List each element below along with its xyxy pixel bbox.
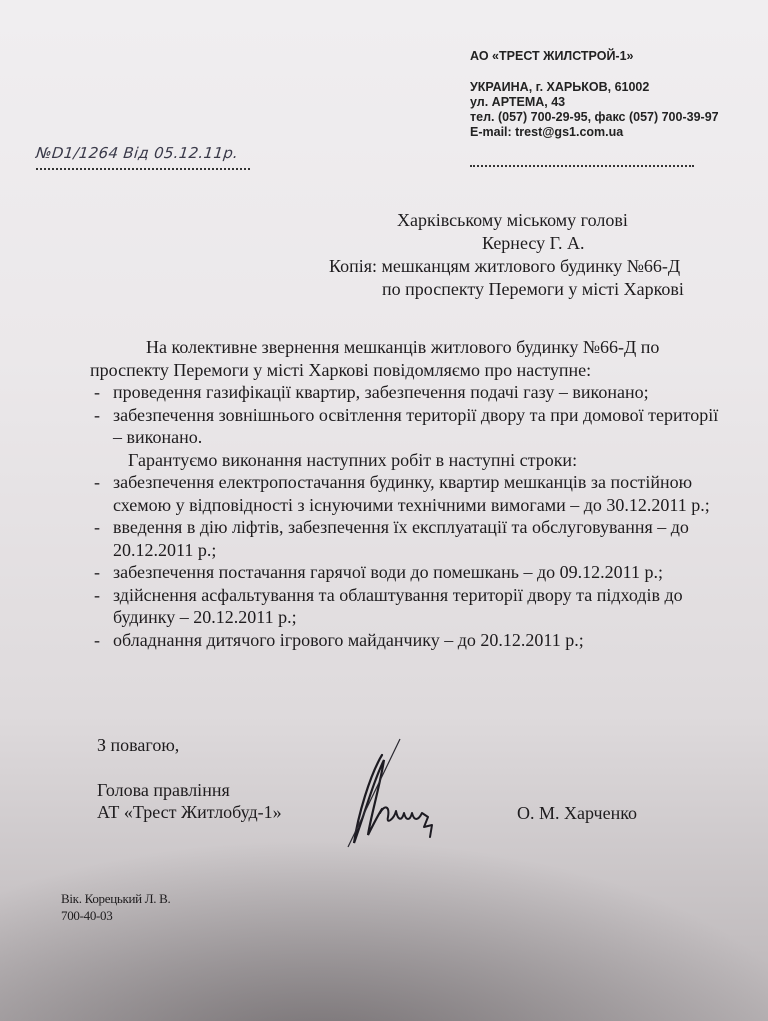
registration-number: №D1/1264 Від 05.12.11р.	[35, 144, 240, 162]
dotted-line-left	[36, 166, 250, 170]
signer-position: Голова правління	[97, 780, 230, 800]
planned-item	[90, 471, 730, 516]
planned-item	[90, 584, 730, 629]
intro-paragraph: На колективне звернення мешканців житлового будинку №66-Д по проспекту Перемоги у місті Харкові повідомляємо про наступне:	[90, 337, 660, 380]
bullet-dash: -	[94, 472, 100, 492]
addressee-line-4: по проспекту Перемоги у місті Харкові	[382, 279, 684, 299]
addressee-line-2: Кернесу Г. А.	[482, 233, 585, 253]
bullet-dash: -	[94, 517, 100, 537]
letter-body	[90, 336, 730, 651]
planned-item	[90, 629, 730, 652]
planned-item-text: здійснення асфальтування та облаштування території двору та підходів до будинку – 20.12.2011 р.;	[113, 584, 683, 627]
done-item-text: забезпечення зовнішнього освітлення території двору та при домової території – виконано.	[113, 404, 719, 447]
planned-item	[90, 516, 730, 561]
signer-name: О. М. Харченко	[517, 803, 638, 823]
done-item-text: проведення газифікації квартир, забезпечення подачі газу – виконано;	[113, 382, 649, 402]
signer-company: АТ «Трест Житлобуд-1»	[97, 802, 282, 822]
letterhead-street: ул. АРТЕМА, 43	[470, 95, 566, 109]
planned-item-text: забезпечення електропостачання будинку, квартир мешканців за постійною схемою у відповідності з існуючими технічними вимогами – до 30.12.2011 р.;	[113, 472, 710, 515]
bullet-dash: -	[94, 404, 100, 425]
bullet-dash: -	[94, 584, 100, 605]
letterhead	[470, 49, 765, 140]
addressee-copy-line: Копія: мешканцям житлового будинку №66-Д	[329, 256, 681, 276]
done-item	[90, 404, 730, 449]
letterhead-organization: АО «ТРЕСТ ЖИЛСТРОЙ-1»	[470, 49, 634, 63]
planned-item	[90, 561, 730, 584]
letterhead-address: УКРАИНА, г. ХАРЬКОВ, 61002	[470, 80, 650, 94]
executor-phone: 700-40-03	[61, 908, 113, 923]
planned-item-text: введення в дію ліфтів, забезпечення їх експлуатації та обслуговування – до 20.12.2011 р.;	[113, 517, 689, 560]
addressee-line-1: Харківському міському голові	[397, 210, 628, 230]
planned-item-text: забезпечення постачання гарячої води до помешкань – до 09.12.2011 р.;	[113, 562, 663, 582]
handwritten-signature	[340, 735, 470, 855]
planned-item-text: обладнання дитячого ігрового майданчику – до 20.12.2011 р.;	[113, 629, 584, 650]
letterhead-phones: тел. (057) 700-29-95, факс (057) 700-39-97	[470, 110, 719, 124]
bullet-dash: -	[94, 382, 100, 402]
bullet-dash: -	[94, 629, 100, 650]
executor-name: Вік. Корецький Л. В.	[61, 891, 171, 906]
letterhead-email: E-mail: trest@gs1.com.ua	[470, 125, 624, 139]
executor-info	[61, 890, 171, 924]
bullet-dash: -	[94, 562, 100, 582]
closing-regards: З повагою,	[97, 735, 180, 755]
guarantee-paragraph: Гарантуємо виконання наступних робіт в наступні строки:	[128, 449, 578, 470]
done-item	[90, 381, 730, 404]
dotted-line-right	[470, 163, 694, 167]
